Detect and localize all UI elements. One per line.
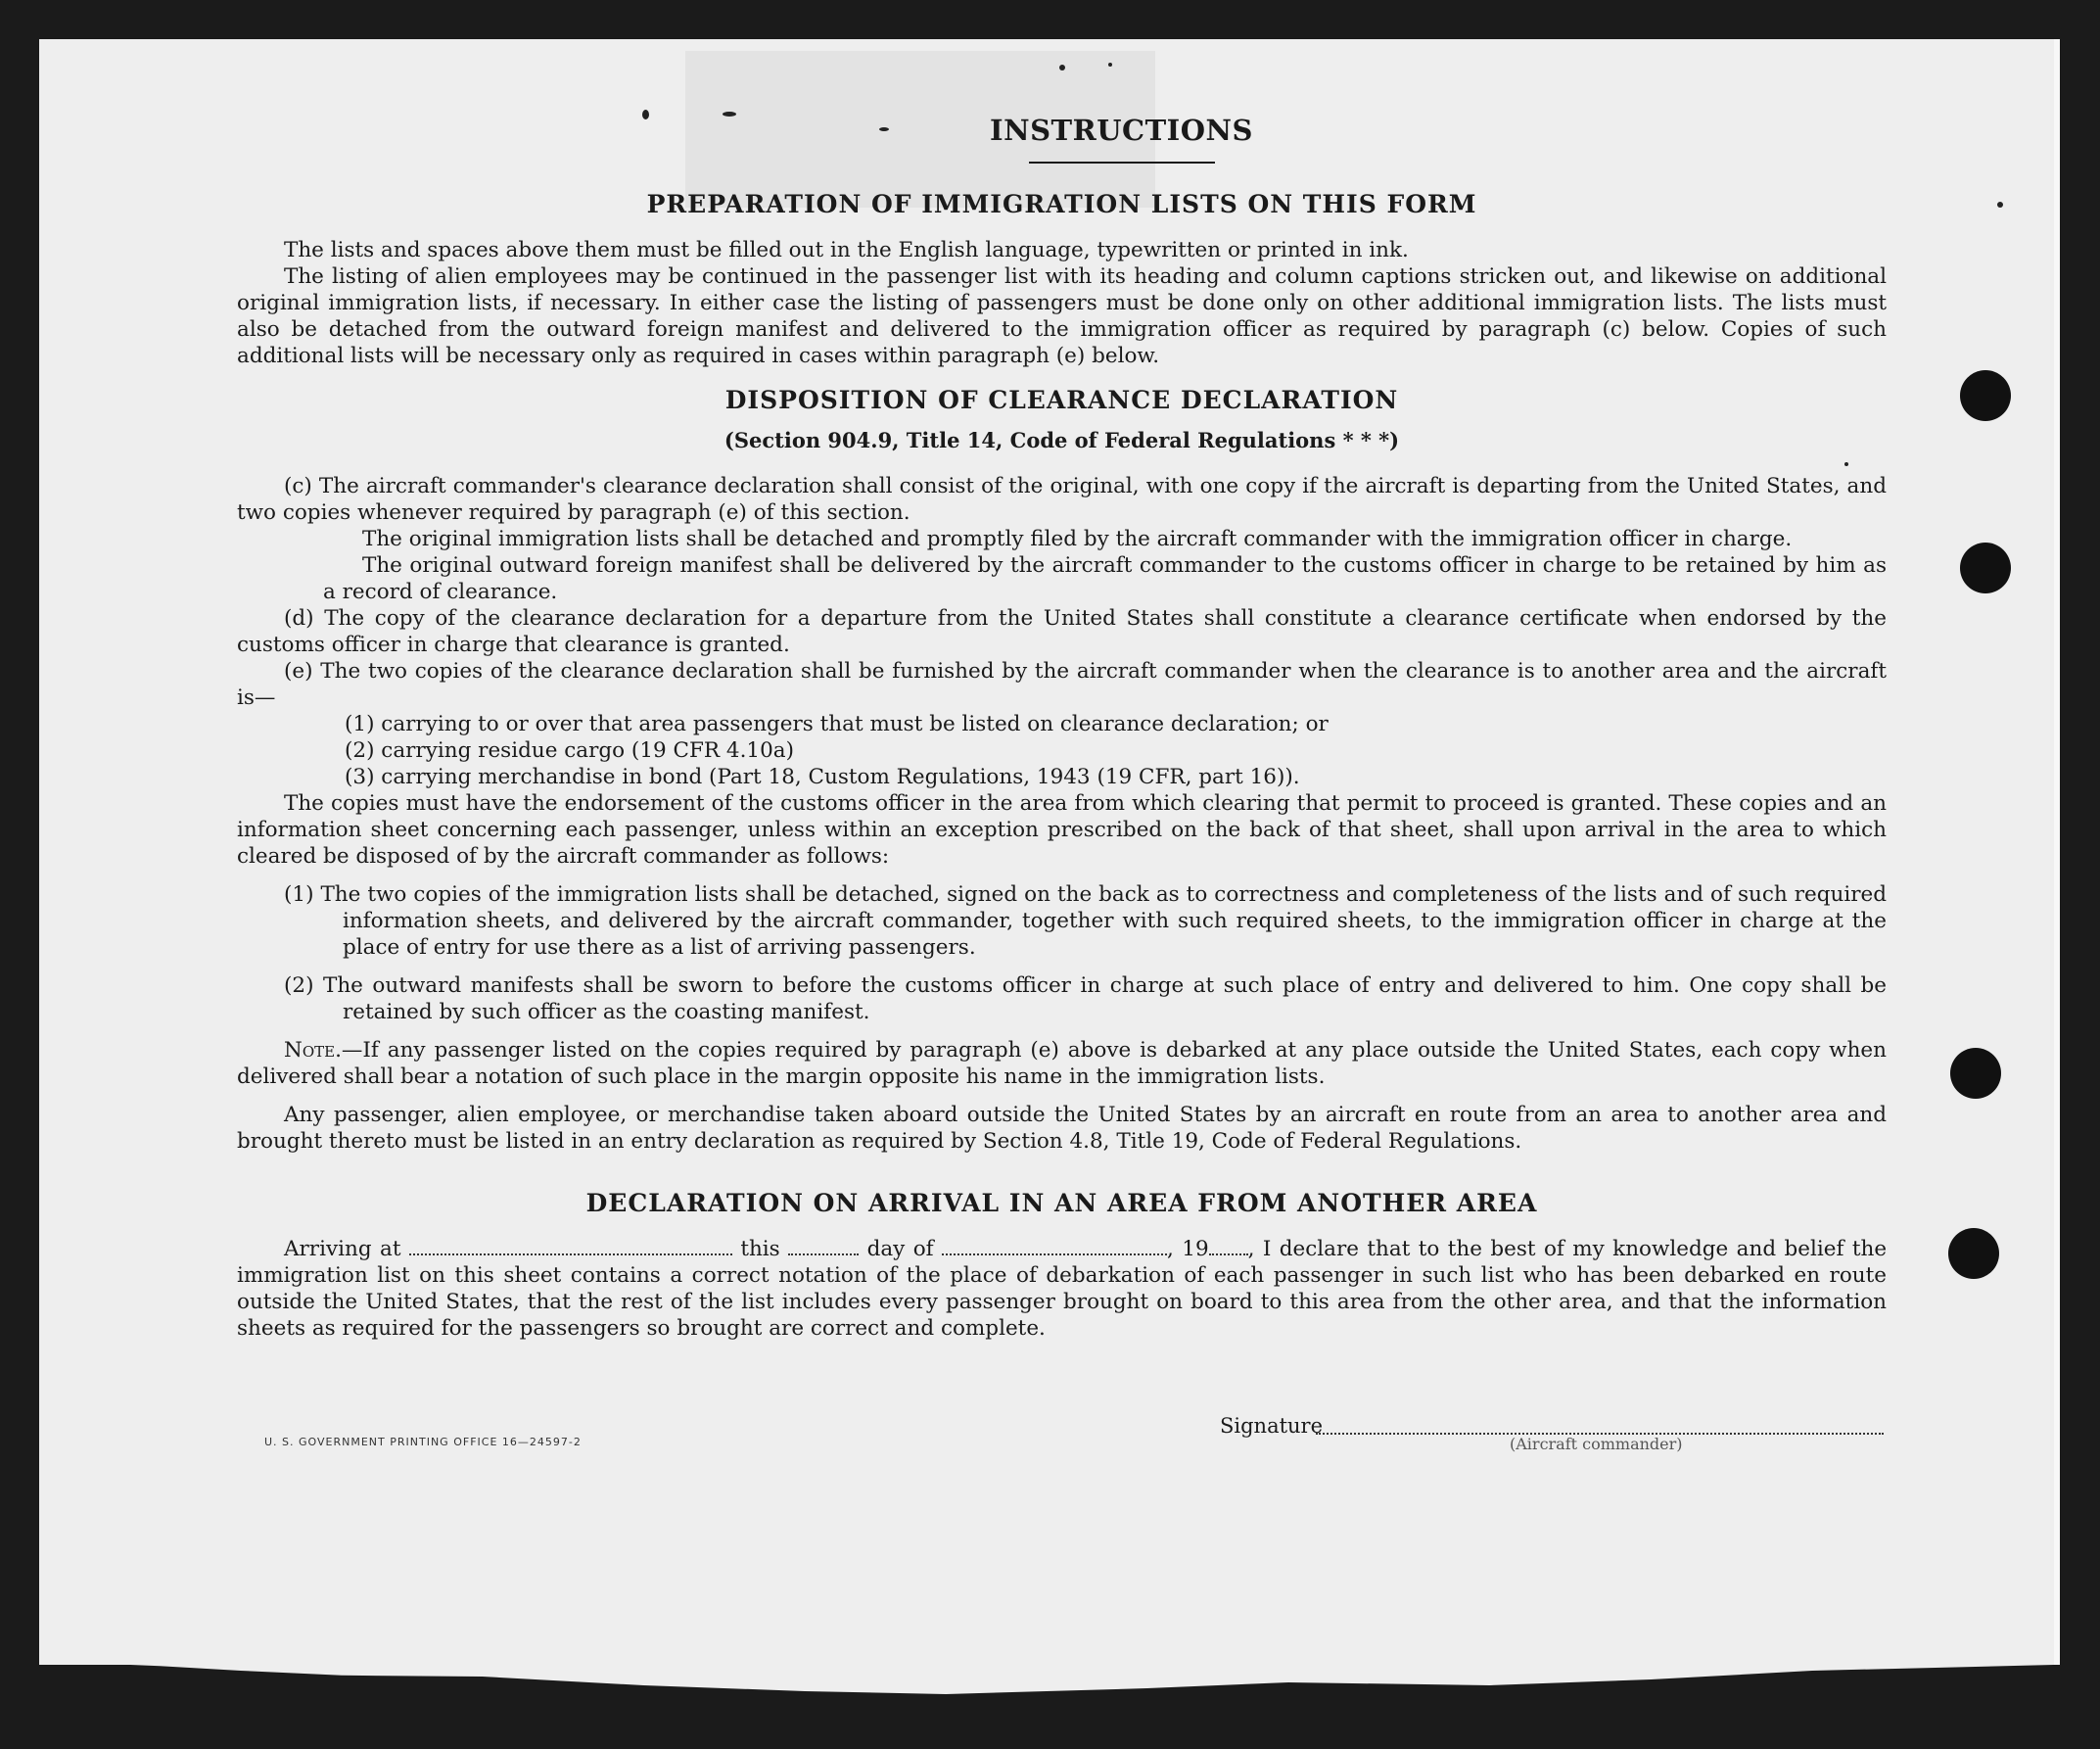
list-item: (1) The two copies of the immigration lists shall be detached, signed on the back as to correctness and completeness of the lists and of such required information sheets, and delivered by the aircraft commander, together with such required sheets, to the immigration officer in charge at the place of entry for use there as a list of arriving passengers.: [284, 882, 1887, 960]
declaration-paragraph: [237, 1236, 1887, 1342]
paragraph-c: (c) The aircraft commander's clearance declaration shall consist of the original, with one copy if the aircraft is departing from the United States, and two copies whenever required by paragraph (e) of this section.: [237, 474, 1887, 525]
ink-speck: [1997, 202, 2003, 208]
paragraph-d: (d) The copy of the clearance declaration for a departure from the United States shall constitute a clearance certificate when endorsed by the customs officer in charge that clearance is granted.: [237, 606, 1887, 657]
punch-hole: [1960, 370, 2011, 421]
printer-imprint: U. S. GOVERNMENT PRINTING OFFICE 16—24597-2: [264, 1436, 582, 1448]
ink-speck: [1108, 63, 1112, 67]
ink-speck: [1059, 65, 1065, 71]
paragraph-c-1: The original immigration lists shall be detached and promptly filed by the aircraft commander with the immigration officer in charge.: [362, 527, 1793, 551]
declaration-text: , I declare that to the best of my knowledge and belief the immigration list on this sheet contains a correct notation of the place of debarkation of each passenger in such list who has been debarked en route outside the United States, that the rest of the list includes every passenger brought on board to this area from the other area, and that the information sheets as required for the passengers so brought are correct and complete.: [237, 1237, 1888, 1341]
note-label: Note.: [284, 1038, 342, 1063]
paragraph-c-2: The original outward foreign manifest shall be delivered by the aircraft commander to the customs officer in charge to be retained by him as a record of clearance.: [323, 553, 1887, 604]
punch-hole: [1948, 1228, 1999, 1279]
title-underline: [1029, 162, 1215, 164]
list-item: (1) carrying to or over that area passengers that must be listed on clearance declaration; or: [345, 712, 1329, 736]
list-item: (2) carrying residue cargo (19 CFR 4.10a): [345, 738, 794, 763]
punch-hole: [1960, 543, 2011, 593]
this-label: this: [740, 1237, 780, 1261]
paragraph: The listing of alien employees may be continued in the passenger list with its heading and column captions stricken out, and likewise on additional original immigration lists, if necessary. In either case the listing of passengers must be done only on other additional immigration lists. The lists must also be detached from the outward foreign manifest and delivered to the immigration officer as required by paragraph (c) below. Copies of such additional lists will be necessary only as required in cases within paragraph (e) below.: [237, 264, 1887, 368]
year-prefix: , 19: [1167, 1237, 1209, 1261]
list-item: (2) The outward manifests shall be sworn to before the customs officer in charge at such place of entry and delivered to him. One copy shall be retained by such officer as the coasting manifest.: [284, 973, 1887, 1024]
note-text: —If any passenger listed on the copies required by paragraph (e) above is debarked at any place outside the United States, each copy when delivered shall bear a notation of such place in the margin opposite his name in the immigration lists.: [237, 1038, 1887, 1089]
paragraph-e: (e) The two copies of the clearance declaration shall be furnished by the aircraft commander when the clearance is to another area and the aircraft is—: [237, 659, 1887, 710]
torn-bottom-edge: [39, 1653, 2054, 1712]
section-heading-preparation: PREPARATION OF IMMIGRATION LISTS ON THIS FORM: [646, 190, 1477, 218]
arrival-place-field[interactable]: [409, 1238, 732, 1255]
list-item: (3) carrying merchandise in bond (Part 18, Custom Regulations, 1943 (19 CFR, part 16)).: [345, 765, 1300, 789]
ink-speck: [723, 112, 736, 117]
arrival-year-field[interactable]: [1209, 1238, 1248, 1255]
section-heading-disposition: DISPOSITION OF CLEARANCE DECLARATION: [724, 386, 1399, 414]
punch-hole: [1950, 1048, 2001, 1099]
arrival-day-field[interactable]: [788, 1238, 859, 1255]
instructions-document: [237, 114, 1888, 1342]
paragraph: The lists and spaces above them must be filled out in the English language, typewritten or printed in ink.: [284, 238, 1409, 262]
paragraph-copies: The copies must have the endorsement of the customs officer in the area from which clearing that permit to proceed is granted. These copies and an information sheet concerning each passenger, unless within an exception prescribed on the back of that sheet, shall upon arrival in the area to which cleared be disposed of by the aircraft commander as follows:: [237, 791, 1887, 869]
signature-caption: (Aircraft commander): [1510, 1435, 1683, 1453]
page-title: INSTRUCTIONS: [990, 114, 1253, 147]
day-of-label: day of: [866, 1237, 934, 1261]
note-paragraph: [237, 1037, 1887, 1090]
section-heading-declaration: DECLARATION ON ARRIVAL IN AN AREA FROM ANOTHER AREA: [585, 1189, 1538, 1217]
signature-label: Signature: [1220, 1414, 1324, 1438]
arrival-month-field[interactable]: [942, 1238, 1167, 1255]
paragraph-any: Any passenger, alien employee, or merchandise taken aboard outside the United States by an aircraft en route from an area to another area and brought thereto must be listed in an entry declaration as required by Section 4.8, Title 19, Code of Federal Regulations.: [237, 1103, 1887, 1154]
section-subheading: (Section 904.9, Title 14, Code of Federal Regulations * * *): [723, 428, 1400, 452]
arriving-at-label: Arriving at: [284, 1237, 401, 1261]
